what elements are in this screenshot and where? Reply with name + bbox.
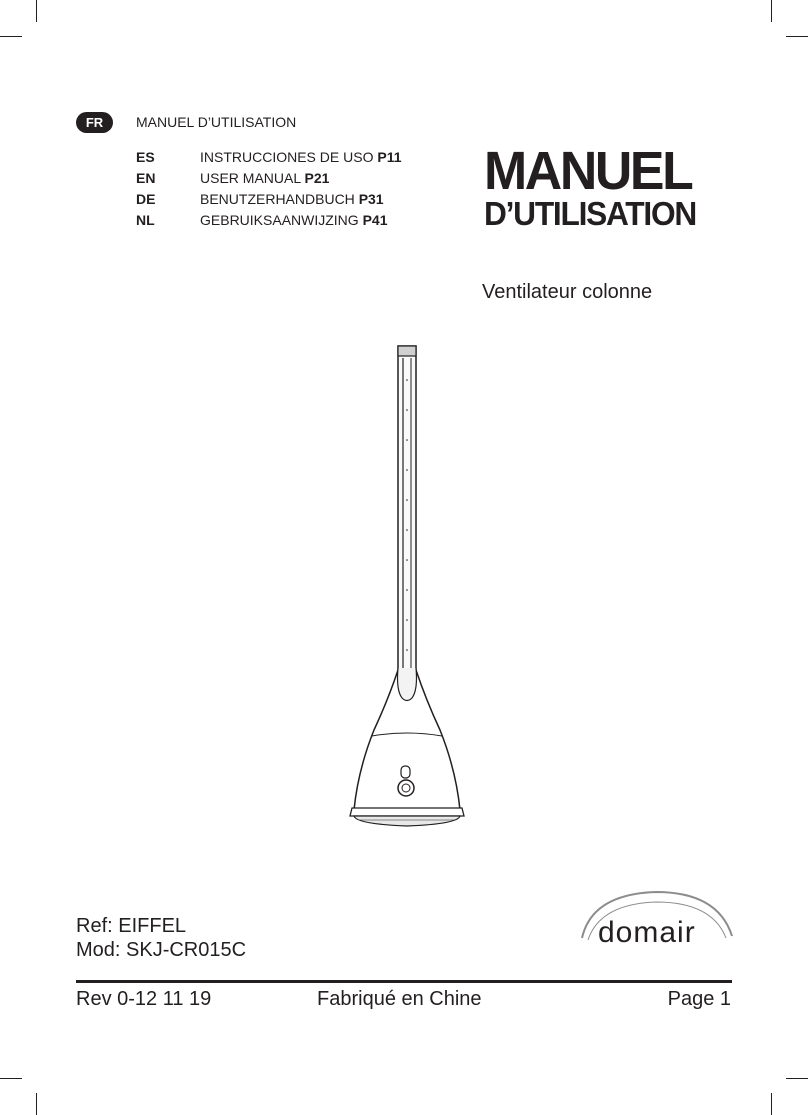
language-name (200, 191, 384, 207)
language-name (200, 170, 329, 186)
crop-mark-top-left-h (0, 36, 22, 37)
language-code: ES (136, 149, 155, 165)
language-code: DE (136, 191, 156, 207)
document-title (484, 141, 734, 232)
reference-model: Mod: SKJ-CR015C (76, 939, 247, 961)
reference-ref: Ref: EIFFEL (76, 915, 187, 937)
language-row (136, 170, 456, 190)
language-code: EN (136, 170, 156, 186)
product-name: Ventilateur colonne (482, 281, 653, 303)
language-name-text: INSTRUCCIONES DE USO (200, 149, 378, 165)
crop-mark-bottom-left-v (36, 1093, 37, 1115)
language-code: NL (136, 212, 155, 228)
language-name-text: GEBRUIKSAANWIJZING (200, 212, 363, 228)
footer-rule (76, 980, 732, 983)
document-title-line2: D’UTILISATION (484, 195, 696, 232)
crop-mark-top-right-v (771, 0, 772, 22)
document-title-line1: MANUEL (484, 141, 692, 201)
language-current-label: MANUEL D’UTILISATION (136, 114, 297, 130)
domair-logo-text: domair (598, 916, 696, 946)
footer-origin: Fabriqué en Chine (317, 988, 482, 1010)
language-page: P21 (304, 170, 330, 186)
language-page: P41 (362, 212, 388, 228)
language-row (136, 149, 456, 169)
language-name (200, 212, 388, 228)
language-name-text: USER MANUAL (200, 170, 305, 186)
footer-revision: Rev 0-12 11 19 (76, 988, 212, 1010)
tower-fan-illustration (340, 340, 470, 830)
language-name (200, 149, 402, 165)
domair-logo (578, 886, 736, 946)
reference-block (76, 914, 246, 962)
language-row (136, 212, 456, 232)
language-row (136, 191, 456, 211)
footer-page-number: Page 1 (667, 988, 731, 1010)
crop-mark-top-left-v (36, 0, 37, 22)
crop-mark-bottom-right-v (771, 1093, 772, 1115)
crop-mark-top-right-h (786, 36, 808, 37)
crop-mark-bottom-right-h (786, 1078, 808, 1079)
language-page: P11 (377, 149, 402, 165)
language-badge: FR (76, 112, 113, 133)
language-page: P31 (358, 191, 384, 207)
crop-mark-bottom-left-h (0, 1078, 22, 1079)
language-name-text: BENUTZERHANDBUCH (200, 191, 359, 207)
